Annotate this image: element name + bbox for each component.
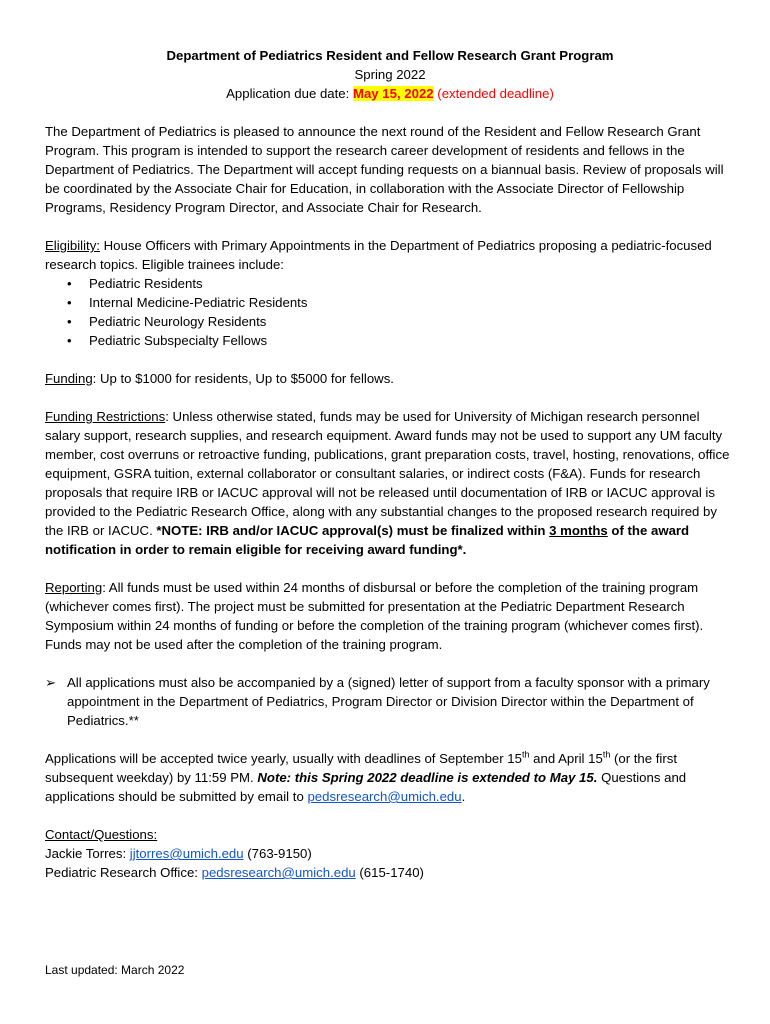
contact-heading: Contact/Questions: — [45, 827, 158, 842]
submission-email-link[interactable]: pedsresearch@umich.edu — [307, 789, 462, 804]
contact-person: Jackie Torres: jjtorres@umich.edu (763-9150) — [45, 846, 312, 861]
restrictions-label: Funding Restrictions — [45, 409, 166, 424]
arrow-bullet-icon: ➢ — [45, 675, 57, 690]
deadline-extension-note: Note: this Spring 2022 deadline is extended to May 15. — [257, 770, 598, 785]
list-item: • Pediatric Subspecialty Fellows — [67, 333, 268, 348]
last-updated-footer: Last updated: March 2022 — [45, 963, 185, 977]
support-letter-text: All applications must also be accompanied by a (signed) letter of support from a faculty sponsor with a primary appointment in the Department of Pediatrics, Program Director or Division Director within the Department of Pediatrics.** — [67, 675, 710, 728]
eligible-list — [45, 274, 735, 350]
contact-office-email-link[interactable]: pedsresearch@umich.edu — [201, 865, 356, 880]
document-title: Department of Pediatrics Resident and Fellow Research Grant Program — [166, 48, 614, 63]
eligibility-label: Eligibility: — [45, 238, 100, 253]
term: Spring 2022 — [354, 67, 426, 82]
deadlines-paragraph: Applications will be accepted twice yearly, usually with deadlines of September 15th and April 15th (or the first subsequent weekday) by 11:59 PM. Note: this Spring 2022 deadline is extended to May 15. Questions and applications should be submitted by email to pedsresearch@umich.edu. — [45, 749, 687, 804]
due-date: May 15, 2022 — [352, 86, 434, 101]
intro-paragraph: The Department of Pediatrics is pleased to announce the next round of the Resident and Fellow Research Grant Program. This program is intended to support the research career development of residents and fellows in the Department of Pediatrics. The Department will accept funding requests on a biannual basis. Review of proposals will be coordinated by the Associate Chair for Education, in collaboration with the Associate Director of Fellowship Programs, Residency Program Director, and Associate Chair for Research. — [45, 124, 724, 215]
document-page — [45, 46, 735, 882]
restrictions-paragraph — [45, 407, 735, 559]
funding-paragraph — [45, 369, 735, 388]
reporting-text: : All funds must be used within 24 months of disbursal or before the completion of the training program (whichever comes first). The project must be submitted for presentation at the Pediatric Department Research Symposium within 24 months of funding or before the completion of the training program (whichever comes first). Funds may not be used after the completion of the training program. — [45, 580, 704, 652]
contact-office: Pediatric Research Office: pedsresearch@umich.edu (615-1740) — [45, 865, 424, 880]
funding-label: Funding — [45, 371, 93, 386]
restrictions-text: : Unless otherwise stated, funds may be used for University of Michigan research personnel salary support, research supplies, and research equipment. Award funds may not be used to support any UM faculty member, cost overruns or retroactive funding, publications, grant preparation costs, travel, hosting, renovations, office equipment, GSRA tuition, external collaborator or consultant salaries, or indirect costs (F&A). Funds for research proposals that require IRB or IACUC approval will not be released until documentation of IRB or IACUC approval is provided to the Pediatric Research Office, along with any substantial changes to the proposed research required by the IRB or IACUC. — [45, 409, 730, 538]
due-note: (extended deadline) — [437, 86, 554, 101]
bullet-icon: • — [67, 295, 72, 310]
support-letter-item — [45, 673, 735, 730]
due-label: Application due date: — [226, 86, 350, 101]
contact-person-email-link[interactable]: jjtorres@umich.edu — [129, 846, 244, 861]
list-item: • Pediatric Neurology Residents — [67, 314, 267, 329]
bullet-icon: • — [67, 333, 72, 348]
eligibility-text: House Officers with Primary Appointments in the Department of Pediatrics proposing a pediatric-focused research topics. Eligible trainees include: — [45, 238, 712, 272]
reporting-label: Reporting — [45, 580, 103, 595]
list-item: • Pediatric Residents — [67, 276, 203, 291]
irb-note: *NOTE: IRB and/or IACUC approval(s) must be finalized within 3 months of the award notification in order to remain eligible for receiving award funding*. — [45, 523, 690, 557]
list-item: • Internal Medicine-Pediatric Residents — [67, 295, 308, 310]
funding-text: : Up to $1000 for residents, Up to $5000 for fellows. — [92, 371, 394, 386]
due-date-line — [45, 84, 735, 103]
reporting-paragraph — [45, 578, 735, 654]
bullet-icon: • — [67, 314, 72, 329]
bullet-icon: • — [67, 276, 72, 291]
contact-section — [45, 825, 735, 882]
header — [45, 46, 735, 103]
eligibility-paragraph — [45, 236, 735, 274]
